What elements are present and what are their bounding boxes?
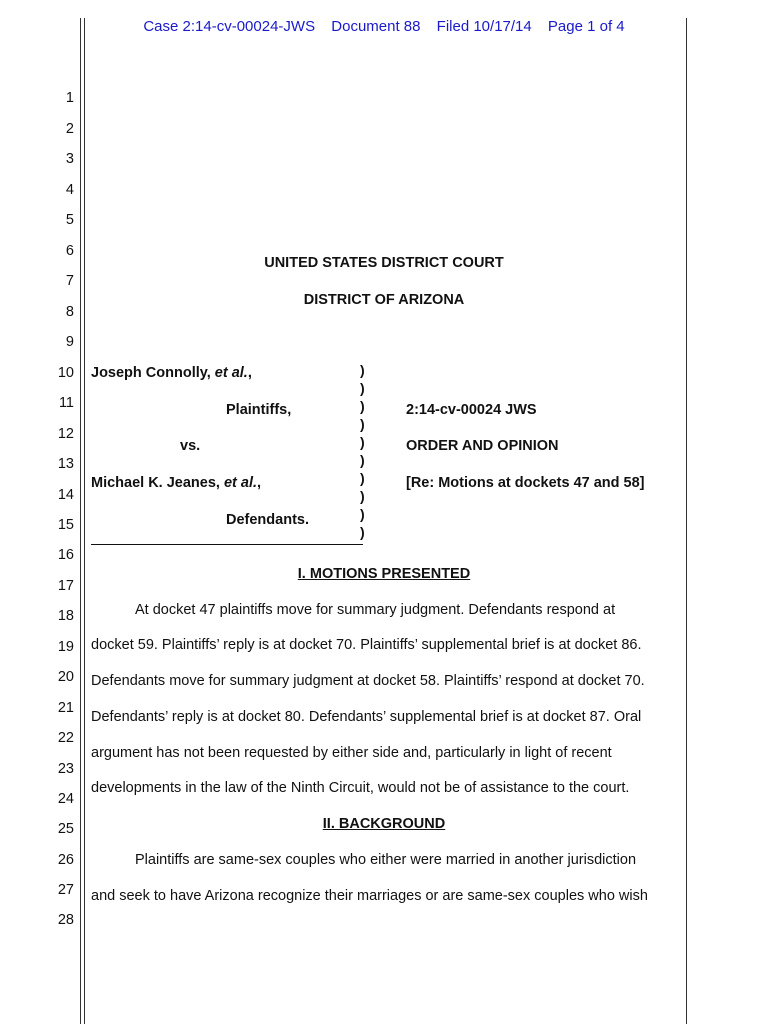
line-number: 7 — [65, 273, 74, 289]
paragraph-line: Defendants move for summary judgment at docket 58. Plaintiffs’ respond at docket 70. — [91, 673, 645, 689]
caption-paren: ) — [360, 470, 365, 486]
line-number: 9 — [65, 334, 74, 350]
plaintiff-caption — [91, 365, 252, 381]
header-case: Case 2:14-cv-00024-JWS — [143, 18, 316, 35]
header-filed: Filed 10/17/14 — [436, 18, 532, 35]
defendant-name: Michael K. Jeanes, — [91, 475, 224, 491]
line-number: 10 — [57, 365, 74, 381]
line-number: 4 — [65, 182, 74, 198]
paragraph-line: Plaintiffs are same-sex couples who either were married in another jurisdiction — [135, 852, 637, 868]
caption-paren: ) — [360, 488, 365, 504]
line-number: 2 — [65, 121, 74, 137]
caption-rule — [91, 544, 363, 545]
line-number: 28 — [57, 912, 74, 928]
caption-paren: ) — [360, 434, 365, 450]
line-number: 20 — [57, 669, 74, 685]
plaintiff-name: Joseph Connolly, — [91, 365, 215, 381]
plaintiff-comma: , — [247, 365, 252, 381]
caption-paren: ) — [360, 380, 365, 396]
defendant-et-al: et al. — [223, 475, 258, 491]
versus-label: vs. — [180, 438, 201, 454]
defendant-caption — [91, 475, 261, 491]
line-number: 12 — [57, 426, 74, 442]
paragraph-line: developments in the law of the Ninth Circuit, would not be of assistance to the court. — [91, 780, 630, 796]
line-number: 14 — [57, 487, 74, 503]
plaintiffs-label: Plaintiffs, — [226, 402, 292, 418]
line-number: 6 — [65, 243, 74, 259]
line-number: 3 — [65, 151, 74, 167]
filing-header — [0, 18, 768, 35]
caption-paren: ) — [360, 506, 365, 522]
caption-paren: ) — [360, 524, 365, 540]
paragraph-line: Defendants’ reply is at docket 80. Defendants’ supplemental brief is at docket 87. Oral — [91, 709, 642, 725]
line-number: 8 — [65, 304, 74, 320]
line-number: 22 — [57, 730, 74, 746]
left-margin-rule-inner — [84, 18, 85, 1024]
line-number: 21 — [57, 700, 74, 716]
line-number: 25 — [57, 821, 74, 837]
court-name: UNITED STATES DISTRICT COURT — [264, 255, 504, 271]
right-margin-rule — [686, 18, 687, 1024]
line-number: 16 — [57, 547, 74, 563]
line-number: 11 — [58, 395, 74, 411]
line-number: 19 — [57, 639, 74, 655]
caption-paren: ) — [360, 398, 365, 414]
line-number: 17 — [57, 578, 74, 594]
document-title: ORDER AND OPINION — [406, 438, 559, 454]
plaintiff-et-al: et al. — [214, 365, 248, 381]
line-number: 24 — [57, 791, 74, 807]
caption-paren: ) — [360, 416, 365, 432]
line-number: 1 — [65, 90, 74, 106]
header-page: Page 1 of 4 — [547, 18, 625, 35]
background-heading: II. BACKGROUND — [322, 816, 446, 832]
re-motions-line: [Re: Motions at dockets 47 and 58] — [406, 475, 645, 491]
left-margin-rule-outer — [80, 18, 81, 1024]
line-number: 23 — [57, 761, 74, 777]
line-number: 13 — [57, 456, 74, 472]
court-district: DISTRICT OF ARIZONA — [303, 292, 465, 308]
paragraph-line: argument has not been requested by either side and, particularly in light of recent — [91, 745, 612, 761]
line-number: 18 — [57, 608, 74, 624]
caption-paren: ) — [360, 362, 365, 378]
defendant-comma: , — [257, 475, 262, 491]
caption-paren: ) — [360, 452, 365, 468]
paragraph-line: At docket 47 plaintiffs move for summary judgment. Defendants respond at — [135, 602, 616, 618]
line-number: 5 — [65, 212, 74, 228]
case-number: 2:14-cv-00024 JWS — [406, 402, 537, 418]
line-number: 26 — [57, 852, 74, 868]
paragraph-line: docket 59. Plaintiffs’ reply is at docket 70. Plaintiffs’ supplemental brief is at docket 86. — [91, 637, 642, 653]
line-number: 15 — [57, 517, 74, 533]
paragraph-line: and seek to have Arizona recognize their marriages or are same-sex couples who wish — [91, 888, 648, 904]
header-document: Document 88 — [331, 18, 421, 35]
motions-presented-heading: I. MOTIONS PRESENTED — [297, 566, 471, 582]
defendants-label: Defendants. — [226, 512, 309, 528]
line-number: 27 — [57, 882, 74, 898]
